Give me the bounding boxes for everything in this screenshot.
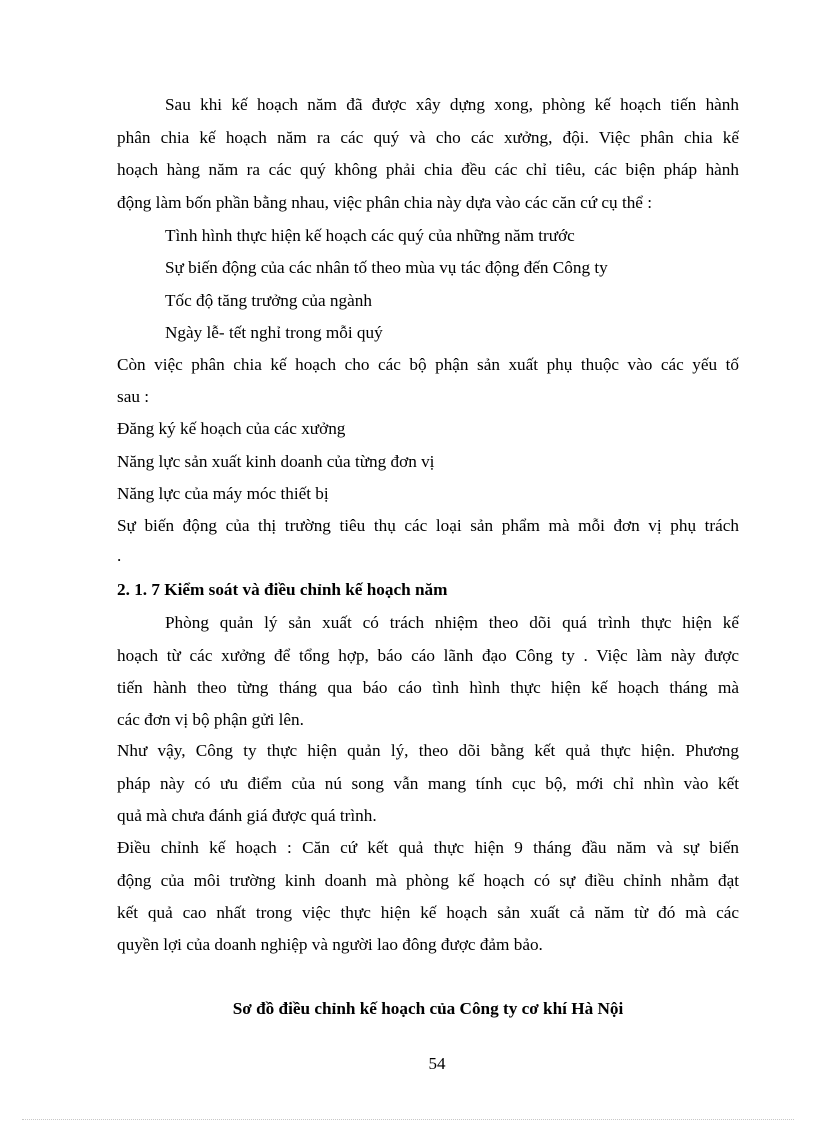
paragraph-line: Phòng quản lý sản xuất có trách nhiệm theo dõi quá trình thực hiện kế [165, 613, 739, 632]
diagram-title: Sơ đồ điều chỉnh kế hoạch của Công ty cơ khí Hà Nội [232, 999, 624, 1018]
paragraph-line: động làm bốn phần bằng nhau, việc phân chia này dựa vào các căn cứ cụ thể : [117, 193, 653, 212]
paragraph-line: Sau khi kế hoạch năm đã được xây dựng xong, phòng kế hoạch tiến hành [165, 95, 739, 114]
list-item: Ngày lễ- tết nghỉ trong mỗi quý [165, 323, 383, 342]
paragraph-line: pháp này có ưu điểm của nú song vẫn mang tính cục bộ, mới chỉ nhìn vào kết [117, 774, 739, 793]
list-item: Sự biến động của thị trường tiêu thụ các loại sản phẩm mà mỗi đơn vị phụ trách [117, 516, 739, 535]
paragraph-line: Như vậy, Công ty thực hiện quản lý, theo dõi bằng kết quả thực hiện. Phương [117, 741, 739, 760]
list-item: Tốc độ tăng trưởng của ngành [165, 291, 372, 310]
list-item: Năng lực của máy móc thiết bị [117, 484, 329, 503]
paragraph-line: Còn việc phân chia kế hoạch cho các bộ phận sản xuất phụ thuộc vào các yếu tố [117, 355, 739, 374]
paragraph-line: quyền lợi của doanh nghiệp và người lao đông được đảm bảo. [117, 935, 543, 954]
paragraph-line: các đơn vị bộ phận gửi lên. [117, 710, 304, 729]
list-item: Đăng ký kế hoạch của các xưởng [117, 419, 346, 438]
list-item: . [117, 546, 122, 565]
list-item: Tình hình thực hiện kế hoạch các quý của những năm trước [165, 226, 575, 245]
paragraph-line: phân chia kế hoạch năm ra các quý và cho các xưởng, đội. Việc phân chia kế [117, 128, 739, 147]
paragraph-line: động của môi trường kinh doanh mà phòng kế hoạch có sự điều chỉnh nhằm đạt [117, 871, 739, 890]
paragraph-line: tiến hành theo từng tháng qua báo cáo tình hình thực hiện kế hoạch tháng mà [117, 678, 739, 697]
page-number: 54 [428, 1054, 446, 1073]
section-heading: 2. 1. 7 Kiểm soát và điều chỉnh kế hoạch năm [117, 580, 448, 599]
paragraph-line: sau : [117, 387, 149, 406]
paragraph-line: hoạch từ các xưởng để tổng hợp, báo cáo lãnh đạo Công ty . Việc làm này được [117, 646, 739, 665]
paragraph-line: kết quả cao nhất trong việc thực hiện kế hoạch sản xuất cả năm từ đó mà các [117, 903, 739, 922]
paragraph-line: Điều chỉnh kế hoạch : Căn cứ kết quả thực hiện 9 tháng đầu năm và sự biến [117, 838, 739, 857]
list-item: Năng lực sản xuất kinh doanh của từng đơn vị [117, 452, 435, 471]
paragraph-line: quả mà chưa đánh giá được quá trình. [117, 806, 377, 825]
paragraph-line: hoạch hàng năm ra các quý không phải chia đều các chỉ tiêu, các biện pháp hành [117, 160, 739, 179]
page-bottom-rule [22, 1119, 794, 1120]
list-item: Sự biến động của các nhân tố theo mùa vụ tác động đến Công ty [165, 258, 608, 277]
